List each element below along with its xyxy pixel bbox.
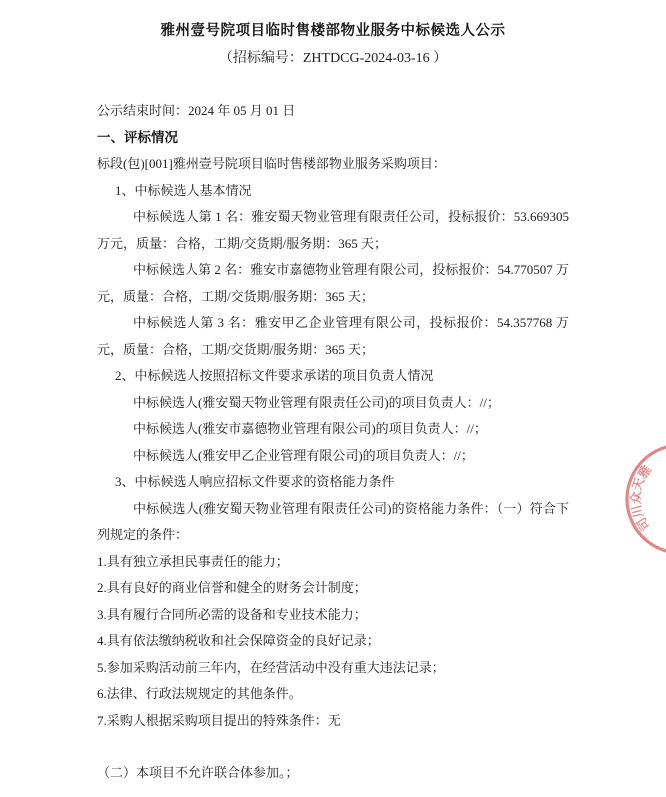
manager-3: 中标候选人(雅安甲乙企业管理有限公司)的项目负责人：//； bbox=[133, 447, 474, 463]
qualification-intro: 中标候选人(雅安蜀天物业管理有限责任公司)的资格能力条件：（一）符合下列规定的条件： bbox=[97, 500, 569, 542]
candidate-3: 中标候选人第 3 名：雅安甲乙企业管理有限公司，投标报价：54.357768 万元，质量：合格，工期/交货期/服务期：365 天； bbox=[97, 315, 569, 357]
publicity-end-time: 公示结束时间：2024 年 05 月 01 日 bbox=[97, 103, 296, 118]
manager-2: 中标候选人(雅安市嘉德物业管理有限公司)的项目负责人：//； bbox=[133, 421, 487, 436]
manager-1: 中标候选人(雅安蜀天物业管理有限责任公司)的项目负责人：//； bbox=[133, 394, 500, 410]
item3-heading: 3、中标候选人响应招标文件要求的资格能力条件 bbox=[115, 474, 395, 489]
condition-6: 6.法律、行政法规规定的其他条件。 bbox=[97, 686, 302, 701]
condition-7: 7.采购人根据采购项目提出的特殊条件：无 bbox=[97, 712, 341, 728]
candidate-2: 中标候选人第 2 名：雅安市嘉德物业管理有限公司，投标报价：54.770507 万元，质量：合格，工期/交货期/服务期：365 天； bbox=[97, 262, 569, 304]
lot-line: 标段(包)[001]雅州壹号院项目临时售楼部物业服务采购项目： bbox=[97, 156, 446, 171]
page-title: 雅州壹号院项目临时售楼部物业服务中标候选人公示 bbox=[160, 23, 506, 39]
condition-2: 2.具有良好的商业信誉和健全的财务会计制度； bbox=[97, 580, 367, 595]
joint-venture-note: （二）本项目不允许联合体参加。； bbox=[97, 765, 299, 780]
candidate-1: 中标候选人第 1 名：雅安蜀天物业管理有限责任公司，投标报价：53.669305 万元，质量：合格，工期/交货期/服务期：365 天； bbox=[97, 209, 569, 251]
item2-heading: 2、中标候选人按照招标文件要求承诺的项目负责人情况 bbox=[115, 368, 434, 383]
condition-1: 1.具有独立承担民事责任的能力； bbox=[97, 553, 289, 569]
seal-visible-text: 司川众天雅 bbox=[628, 462, 655, 533]
red-company-seal-icon bbox=[586, 427, 666, 587]
tender-number-subtitle: （招标编号：ZHTDCG-2024-03-16 ） bbox=[218, 51, 448, 66]
svg-text:司川众天雅 bbox=[628, 462, 655, 533]
section-heading-evaluation: 一、评标情况 bbox=[97, 129, 178, 145]
condition-4: 4.具有依法缴纳税收和社会保障资金的良好记录； bbox=[97, 633, 380, 648]
condition-3: 3.具有履行合同所必需的设备和专业技术能力； bbox=[97, 606, 367, 622]
condition-5: 5.参加采购活动前三年内，在经营活动中没有重大违法记录； bbox=[97, 659, 445, 675]
item1-heading: 1、中标候选人基本情况 bbox=[115, 182, 252, 198]
document-content bbox=[97, 18, 569, 797]
